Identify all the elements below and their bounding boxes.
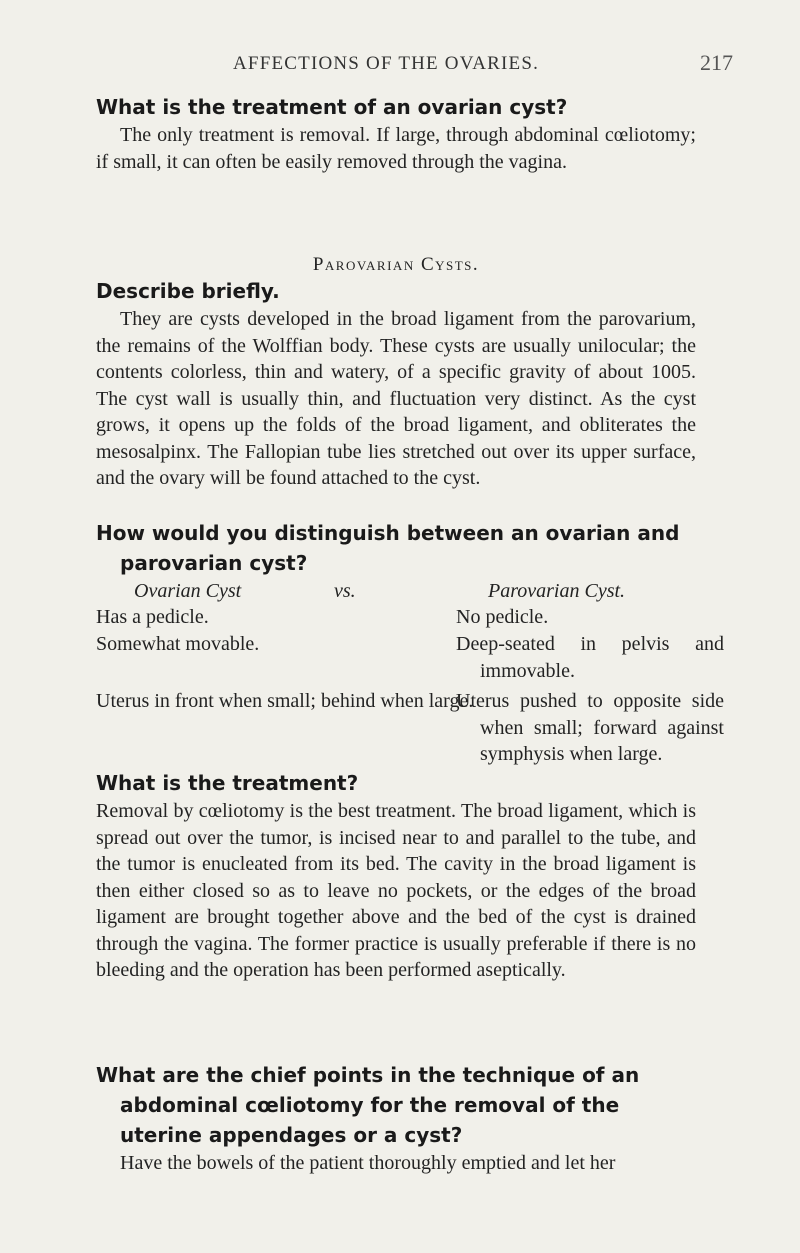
block-q5 — [96, 1060, 696, 1177]
versus-label: vs. — [334, 580, 356, 602]
question-heading: What are the chief points in the technique of an abdominal cœliotomy for the removal of the uterine appendages or a cyst? — [96, 1063, 640, 1147]
block-q4 — [96, 768, 696, 984]
block-q1 — [96, 92, 696, 175]
question-heading: What is the treatment? — [96, 771, 359, 795]
question-heading: How would you distinguish between an ovarian and parovarian cyst? — [96, 521, 680, 575]
block-q3 — [96, 518, 696, 578]
comparison-right-row: No pedicle. — [456, 606, 549, 628]
comparison-left-row: Uterus in front when small; behind when large. — [96, 690, 474, 712]
answer-paragraph: Have the bowels of the patient thoroughly emptied and let her — [120, 1152, 616, 1174]
block-parovarian — [96, 254, 696, 492]
ovarian-heading: Ovarian Cyst — [134, 580, 242, 602]
question-heading: Describe briefly. — [96, 279, 280, 303]
running-header: AFFECTIONS OF THE OVARIES. — [233, 53, 540, 74]
comparison-left-row: Has a pedicle. — [96, 606, 209, 628]
comparison-left-row: Somewhat movable. — [96, 633, 260, 655]
page-number: 217 — [700, 50, 733, 75]
answer-paragraph: The only treatment is removal. If large, through abdominal cœliotomy; if small, it can often be easily removed through the vagina. — [96, 124, 696, 173]
answer-paragraph: Removal by cœliotomy is the best treatment. The broad ligament, which is spread out over the tumor, is incised near to and parallel to the tube, and the tumor is enucleated from its bed. The cavity in the broad ligament is then either closed so as to leave no pockets, or the edges of the broad ligament are brought together above and the bed of the cyst is drained through the vagina. The former practice is usually preferable if there is no bleeding and the operation has been performed aseptically. — [96, 800, 696, 981]
comparison-table — [96, 578, 724, 768]
comparison-right-row: Deep-seated in pelvis and immovable. — [456, 633, 724, 682]
section-heading: Parovarian Cysts. — [312, 254, 480, 275]
question-heading: What is the treatment of an ovarian cyst? — [96, 95, 568, 119]
comparison-left-heading — [96, 578, 456, 605]
parovarian-heading: Parovarian Cyst. — [488, 580, 626, 602]
comparison-right-row: Uterus pushed to opposite side when small; forward against symphysis when large. — [456, 690, 724, 765]
answer-paragraph: They are cysts developed in the broad ligament from the parovarium, the remains of the Wolffian body. These cysts are usually unilocular; the contents colorless, thin and watery, of a specific gravity of about 1005. The cyst wall is usually thin, and fluctuation very distinct. As the cyst grows, it opens up the folds of the broad ligament, and obliterates the mesosalpinx. The Fallopian tube lies stretched out over its upper surface, and the ovary will be found attached to the cyst. — [96, 308, 696, 489]
